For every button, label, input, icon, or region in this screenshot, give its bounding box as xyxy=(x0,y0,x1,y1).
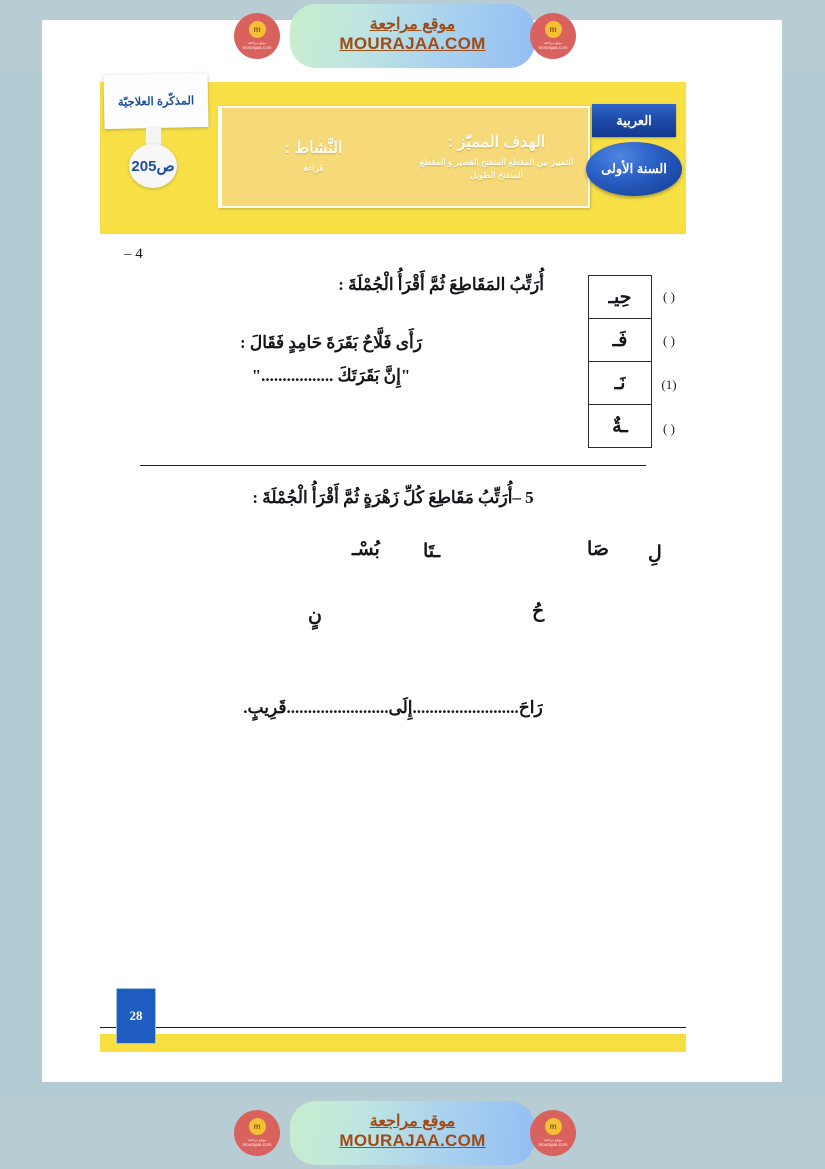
logo-disc-icon: m xyxy=(249,1118,266,1135)
objective-value: التمييز بين المقطع المنفتح القصير و المقطع المنفتح الطويل xyxy=(419,156,574,180)
scattered-syllable: حُ xyxy=(532,601,545,622)
order-slot[interactable]: ( ) xyxy=(663,421,675,436)
logo-domain-text: mourajaa.com xyxy=(538,45,568,51)
watermark-logo-right-icon xyxy=(530,1110,576,1156)
spacer xyxy=(100,301,562,327)
year-badge-label: السنة الأولى xyxy=(601,161,667,176)
exercise-5-instruction: 5 –أُرَتِّبُ مَقَاطِعَ كُلِّ زَهْرَةٍ ثُمَّ أَقْرَأُ الْجُمْلَةَ : xyxy=(252,488,534,507)
logo-arabic-text: موقع مراجعة xyxy=(543,41,563,46)
activity-value: قراءة xyxy=(303,163,324,174)
exercise-4-block xyxy=(100,269,686,451)
page-reference-label: ص205 xyxy=(131,158,175,175)
exercise-4-instruction: أُرَتِّبُ المَقَاطِعَ ثُمَّ أَقْرَأُ الْجُمْلَةَ : xyxy=(338,275,544,294)
order-slot[interactable]: ( ) xyxy=(663,289,675,304)
watermark-logo-right-icon xyxy=(530,13,576,59)
order-slot[interactable]: (1) xyxy=(661,377,677,392)
worksheet-content xyxy=(100,246,686,718)
exercise-4-text-area xyxy=(100,269,566,392)
activity-title: النَّشاط : xyxy=(284,140,343,158)
exercise-4-sentence-1: رَأَى فَلَّاحٌ بَقَرَةَ حَامِدٍ فَقَالَ : xyxy=(240,333,422,353)
syllable-cell: نَـ xyxy=(589,362,651,405)
notebook-tab xyxy=(103,73,208,129)
banner-bottom-strip xyxy=(100,225,686,234)
page-reference-bubble xyxy=(129,144,177,188)
objective-cell xyxy=(405,108,588,206)
watermark-arabic-label: موقع مراجعة xyxy=(369,1113,456,1131)
logo-disc-icon: m xyxy=(249,21,266,38)
watermark-site-label: MOURAJAA.COM xyxy=(339,1131,486,1151)
order-slot[interactable]: ( ) xyxy=(663,333,675,348)
exercise-4-syllable-table xyxy=(588,275,652,448)
watermark-pill xyxy=(290,1101,535,1165)
watermark-pill xyxy=(290,4,535,68)
watermark-site-label: MOURAJAA.COM xyxy=(339,34,486,54)
logo-arabic-text: موقع مراجعة xyxy=(247,41,267,46)
syllable-cell: حِيـ xyxy=(589,276,651,319)
header-banner xyxy=(100,82,686,225)
scattered-syllable: صَا xyxy=(587,539,609,560)
footer-yellow-bar xyxy=(100,1034,686,1052)
logo-disc-icon: m xyxy=(545,21,562,38)
logo-domain-text: mourajaa.com xyxy=(242,1142,272,1148)
logo-arabic-text: موقع مراجعة xyxy=(247,1138,267,1143)
scattered-syllable: نٍ xyxy=(308,605,322,626)
exercise-4-order-column xyxy=(652,275,686,451)
watermark-logo-left-icon xyxy=(234,1110,280,1156)
exercise-5-answer-line[interactable]: رَاحَ.........................إِلَى........................قَرِيبٍ. xyxy=(243,698,543,717)
objective-title: الهدف المميّز : xyxy=(447,133,546,151)
logo-domain-text: mourajaa.com xyxy=(538,1142,568,1148)
scattered-syllable: بُسْـ xyxy=(352,539,380,560)
bottom-watermark-band xyxy=(0,1097,825,1169)
page-number-label: 28 xyxy=(129,1008,143,1023)
activity-cell xyxy=(220,108,405,206)
subject-badge-label: العربية xyxy=(616,112,652,128)
subject-badge xyxy=(592,104,676,137)
footer-rule xyxy=(100,1027,686,1028)
logo-arabic-text: موقع مراجعة xyxy=(543,1138,563,1143)
worksheet-page xyxy=(42,20,782,1082)
syllable-cell: ـةٌ xyxy=(589,405,651,448)
watermark-arabic-label: موقع مراجعة xyxy=(369,16,456,34)
watermark-logo-left-icon xyxy=(234,13,280,59)
notebook-tab-label: المذكّرة العلاجيّة xyxy=(117,95,195,109)
exercise-4-syllable-area xyxy=(566,269,686,451)
header-info-boxes xyxy=(218,106,590,208)
section-divider xyxy=(140,465,646,466)
year-badge xyxy=(586,142,682,196)
exercise-5-scattered-syllables xyxy=(100,538,686,668)
scattered-syllable: لِ xyxy=(648,543,662,564)
page-number-box xyxy=(116,988,156,1044)
exercise-4-sentence-2[interactable]: "إِنَّ بَقَرَتَكَ ................." xyxy=(251,365,411,385)
syllable-cell: فَـ xyxy=(589,319,651,362)
logo-domain-text: mourajaa.com xyxy=(242,45,272,51)
scattered-syllable: ـتَا xyxy=(423,541,441,562)
exercise-4-number: 4 – xyxy=(124,246,143,262)
logo-disc-icon: m xyxy=(545,1118,562,1135)
